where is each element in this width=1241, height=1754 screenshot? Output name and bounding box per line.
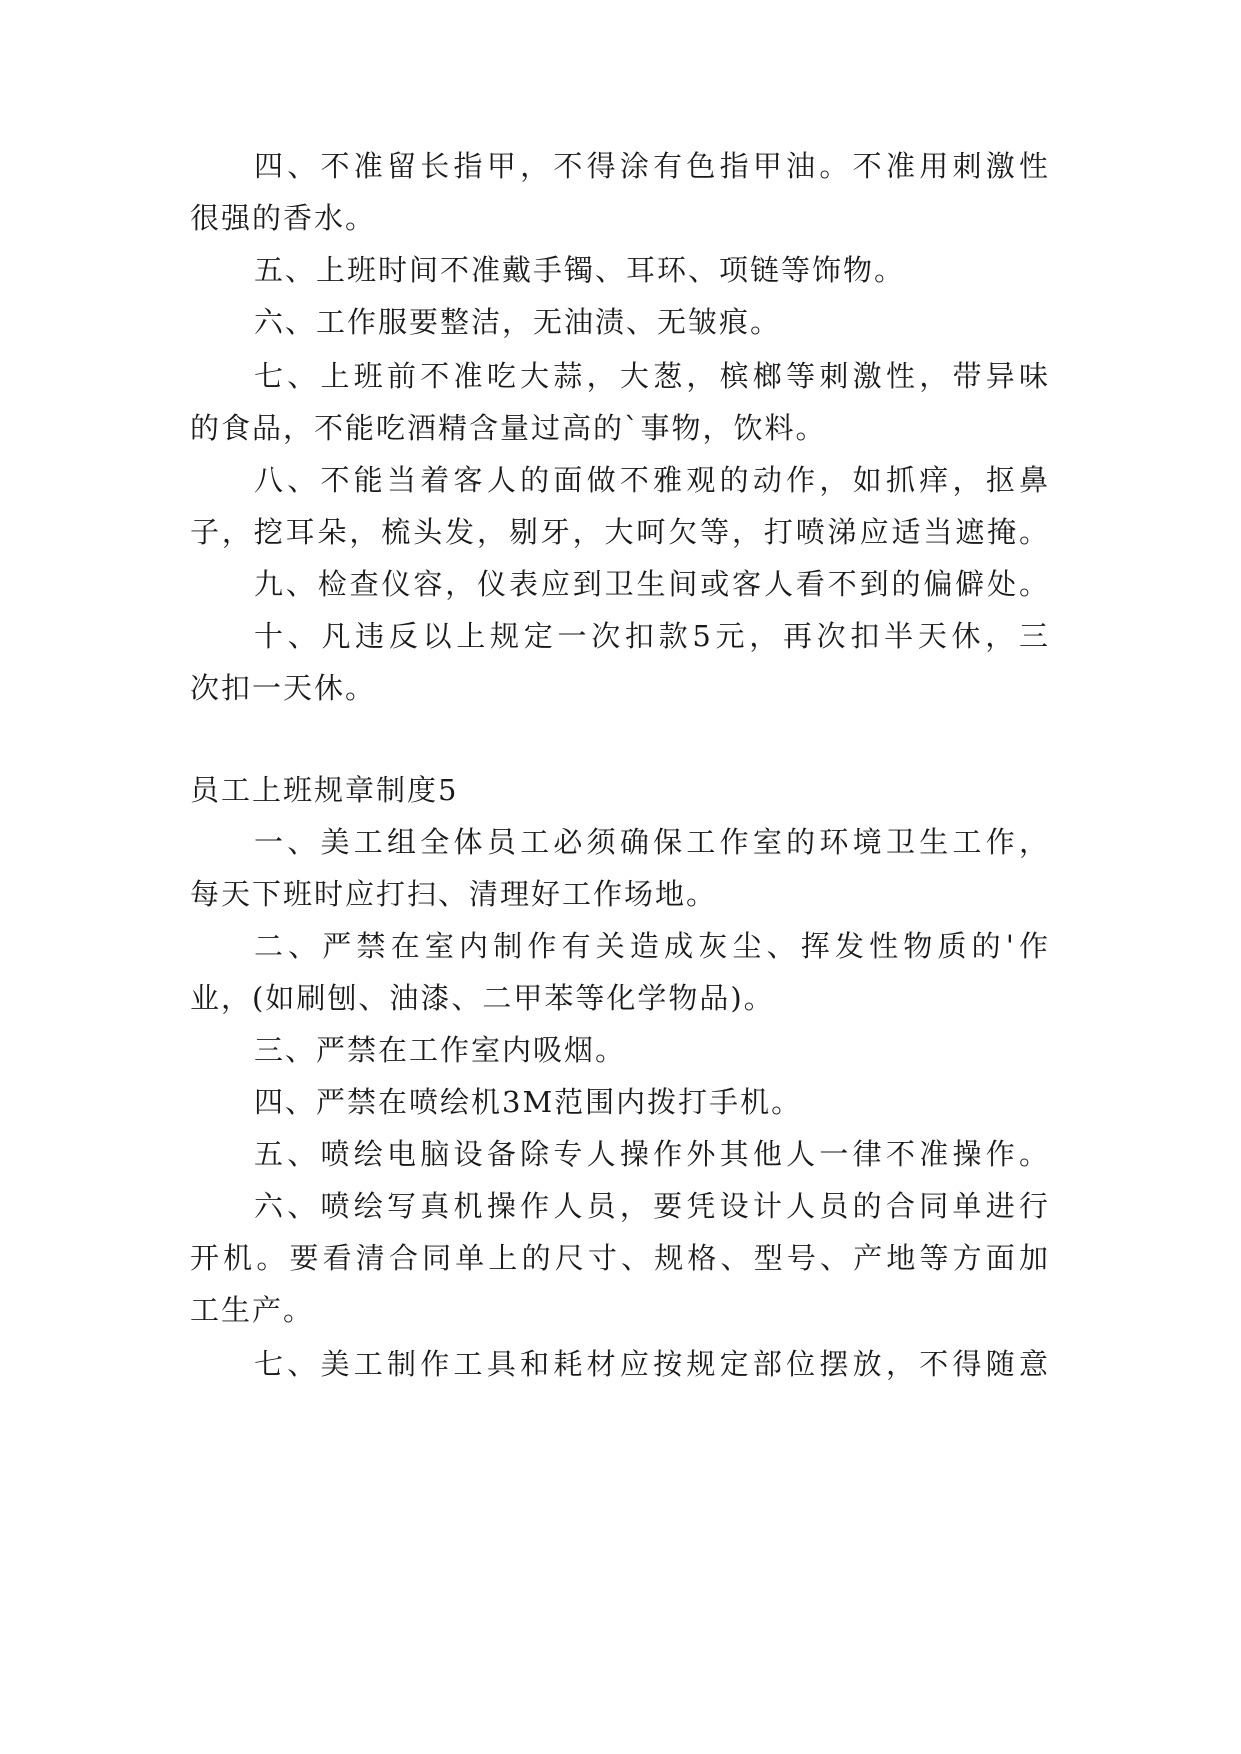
- rule-4-line-2: 很强的香水。: [190, 201, 377, 235]
- regulation-3: 三、严禁在工作室内吸烟。: [254, 1033, 627, 1067]
- regulation-2-line-2: 业，(如刷刨、油漆、二甲苯等化学物品)。: [190, 981, 775, 1015]
- rule-6: 六、工作服要整洁，无油渍、无皱痕。: [254, 305, 782, 339]
- regulation-4: 四、严禁在喷绘机3M范围内拨打手机。: [254, 1085, 803, 1119]
- regulation-5: 五、喷绘电脑设备除专人操作外其他人一律不准操作。: [254, 1137, 1050, 1171]
- rule-7-line-2: 的食品，不能吃酒精含量过高的`事物，饮料。: [190, 411, 827, 445]
- rule-9: 九、检查仪容，仪表应到卫生间或客人看不到的偏僻处。: [254, 567, 1050, 601]
- regulation-2-line-1: 二、严禁在室内制作有关造成灰尘、挥发性物质的'作: [254, 929, 1050, 963]
- rule-8-line-2: 子，挖耳朵，梳头发，剔牙，大呵欠等，打喷涕应适当遮掩。: [190, 515, 1050, 549]
- regulation-1-line-1: 一、美工组全体员工必须确保工作室的环境卫生工作，: [254, 825, 1050, 859]
- regulation-6-line-3: 工生产。: [190, 1293, 315, 1327]
- regulation-6-line-1: 六、喷绘写真机操作人员，要凭设计人员的合同单进行: [254, 1189, 1050, 1223]
- rule-8-line-1: 八、不能当着客人的面做不雅观的动作，如抓痒，抠鼻: [254, 463, 1050, 497]
- rule-10-line-2: 次扣一天休。: [190, 671, 377, 705]
- rule-5: 五、上班时间不准戴手镯、耳环、项链等饰物。: [254, 253, 906, 287]
- regulation-1-line-2: 每天下班时应打扫、清理好工作场地。: [190, 877, 718, 911]
- rule-4-line-1: 四、不准留长指甲，不得涂有色指甲油。不准用刺激性: [254, 149, 1050, 183]
- rule-7-line-1: 七、上班前不准吃大蒜，大葱，槟榔等刺激性，带异味: [254, 359, 1050, 393]
- section-title: 员工上班规章制度5: [190, 773, 459, 807]
- rule-10-line-1: 十、凡违反以上规定一次扣款5元，再次扣半天休，三: [254, 619, 1050, 653]
- regulation-7-line-1: 七、美工制作工具和耗材应按规定部位摆放，不得随意: [254, 1347, 1050, 1381]
- regulation-6-line-2: 开机。要看清合同单上的尺寸、规格、型号、产地等方面加: [190, 1241, 1050, 1275]
